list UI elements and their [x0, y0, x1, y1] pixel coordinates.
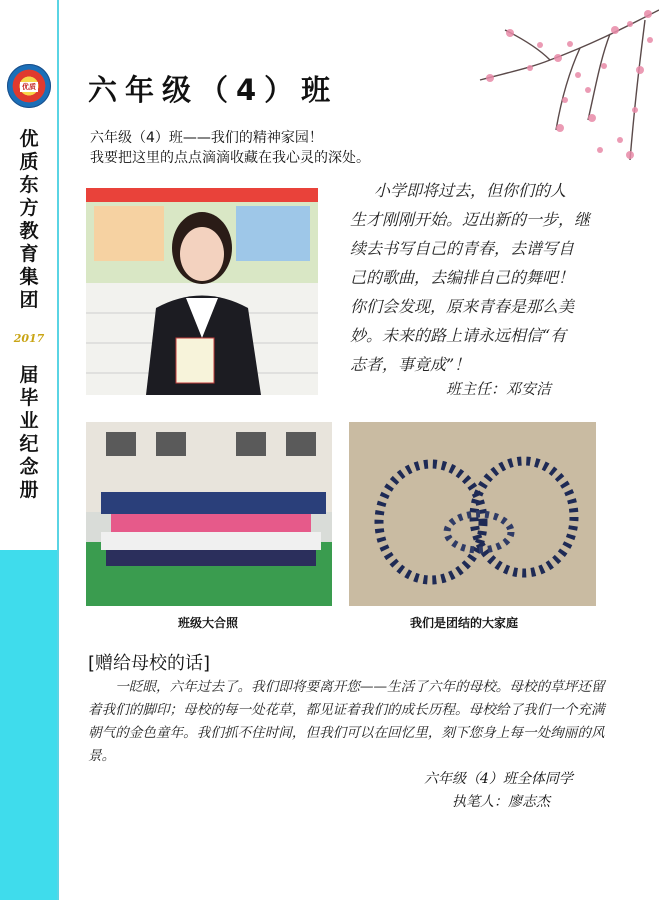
letter-line-6: 妙。未来的路上请永远相信“有: [350, 326, 567, 345]
teacher-signature: 班主任：邓安洁: [446, 380, 552, 398]
org-char-8: 团: [19, 289, 39, 311]
page-title: 六年级（4）班: [88, 73, 339, 107]
caption-family-photo: 我们是团结的大家庭: [410, 616, 519, 630]
class-group-photo: [86, 422, 332, 606]
book-char-3: 业: [19, 410, 39, 432]
letter-line-7: 志者，事竟成”！: [350, 355, 471, 374]
book-char-1: 届: [19, 364, 39, 386]
caption-class-photo: 班级大合照: [178, 616, 239, 630]
letter-line-3: 续去书写自己的青春，去谱写自: [350, 239, 575, 258]
teacher-photo: [86, 188, 318, 395]
letter-line-2: 生才刚刚开始。迈出新的一步，继: [350, 210, 591, 229]
book-char-5: 念: [19, 456, 39, 478]
org-char-6: 育: [19, 243, 39, 265]
intro-text: [90, 128, 370, 168]
logo-text: 优质: [22, 83, 36, 91]
org-char-2: 质: [19, 151, 39, 173]
circle-formation-photo: [349, 422, 596, 606]
book-char-2: 毕: [19, 387, 39, 409]
org-char-4: 方: [19, 197, 39, 219]
year-label: 2017: [13, 332, 45, 345]
book-char-4: 纪: [19, 433, 39, 455]
org-char-3: 东: [19, 174, 39, 196]
letter-line-1: 小学即将过去，但你们的人: [374, 181, 567, 200]
teacher-letter: [350, 176, 600, 379]
intro-line-2: 我要把这里的点点滴滴收藏在我心灵的深处。: [90, 150, 370, 166]
intro-line-1: 六年级（4）班——我们的精神家园！: [90, 130, 323, 146]
org-char-7: 集: [19, 266, 39, 288]
school-logo: [7, 64, 51, 108]
letter-line-4: 己的歌曲，去编排自己的舞吧！: [350, 268, 575, 287]
message-heading: [赠给母校的话]: [88, 653, 211, 674]
book-char-6: 册: [19, 479, 39, 501]
message-signature-class: 六年级（4）班全体同学: [424, 771, 573, 787]
cherry-blossom-decoration: [470, 0, 659, 175]
sidebar-accent-band: [0, 550, 57, 900]
message-body: 一眨眼，六年过去了。我们即将要离开您——生活了六年的母校。母校的草坪还留着我们的脚印；母校的每一处花草，都见证着我们的成长历程。母校给了我们一个充满朝气的金色童年。我们抓不住时间，但我们可以在回忆里，刻下您身上每一处绚丽的风景。: [88, 679, 605, 764]
sidebar: [0, 0, 59, 900]
message-signature-writer: 执笔人：廖志杰: [452, 794, 550, 810]
letter-line-5: 你们会发现，原来青春是那么美: [350, 297, 575, 316]
org-char-5: 教: [19, 220, 39, 242]
org-char-1: 优: [19, 128, 39, 150]
